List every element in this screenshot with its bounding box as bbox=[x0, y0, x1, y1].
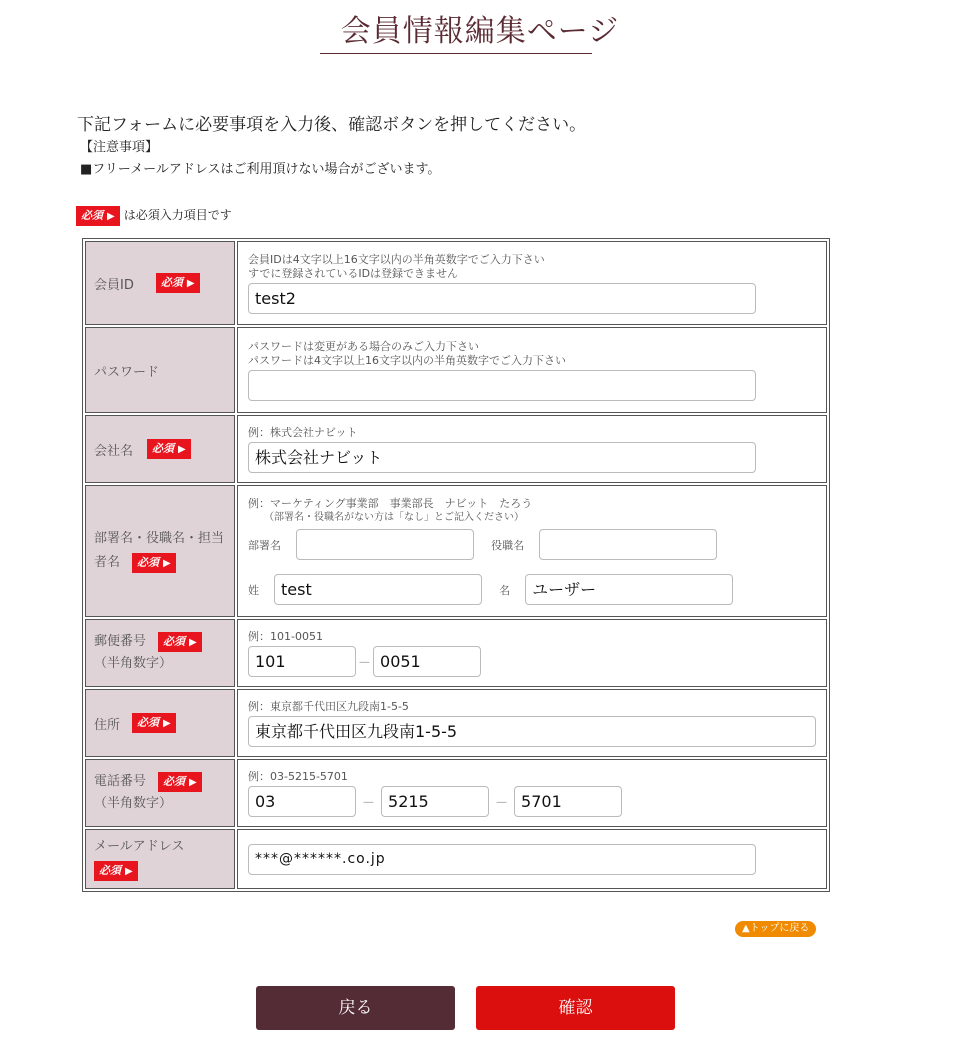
required-legend-text: は必須入力項目です bbox=[123, 208, 232, 222]
company-field-cell bbox=[237, 415, 827, 483]
row-member-id bbox=[85, 241, 827, 325]
member-id-label: 会員ID bbox=[94, 277, 134, 293]
zip-field-cell bbox=[237, 619, 827, 687]
play-arrow-icon: ▶ bbox=[163, 718, 171, 729]
phone-input-3[interactable]: 5701 bbox=[514, 786, 622, 817]
phone-label-cell bbox=[85, 759, 235, 827]
zip-separator: － bbox=[358, 655, 372, 671]
person-field-cell bbox=[237, 485, 827, 617]
phone-input-2[interactable]: 5215 bbox=[381, 786, 489, 817]
play-arrow-icon: ▶ bbox=[107, 211, 115, 222]
notice-heading: 【注意事項】 bbox=[80, 140, 159, 155]
phone-field-cell bbox=[237, 759, 827, 827]
person-label-line-2: 者名 bbox=[94, 555, 121, 570]
required-badge: 必須 ▶ bbox=[132, 713, 176, 733]
last-name-input[interactable]: test bbox=[274, 574, 482, 605]
play-arrow-icon: ▶ bbox=[163, 558, 171, 569]
person-hint-2: （部署名・役職名がない方は「なし」とご記入ください） bbox=[264, 512, 524, 523]
required-badge: 必須 ▶ bbox=[132, 553, 176, 573]
zip-label-cell bbox=[85, 619, 235, 687]
required-badge: 必須 ▶ bbox=[158, 632, 202, 652]
member-id-field-cell bbox=[237, 241, 827, 325]
phone-hint: 例：03-5215-5701 bbox=[248, 769, 348, 783]
address-label-cell bbox=[85, 689, 235, 757]
phone-label: 電話番号 bbox=[94, 774, 147, 789]
back-button[interactable]: 戻る bbox=[256, 986, 455, 1030]
position-label: 役職名 bbox=[491, 538, 525, 552]
phone-separator-1: － bbox=[362, 795, 376, 811]
email-field-cell bbox=[237, 829, 827, 889]
row-company bbox=[85, 415, 827, 483]
play-arrow-icon: ▶ bbox=[186, 278, 195, 289]
phone-sub-label: （半角数字） bbox=[94, 796, 173, 811]
intro-text: 下記フォームに必要事項を入力後、確認ボタンを押してください。 bbox=[77, 115, 587, 135]
zip-hint: 例：101-0051 bbox=[248, 629, 323, 643]
company-label: 会社名 bbox=[94, 443, 134, 459]
address-field-cell bbox=[237, 689, 827, 757]
address-label: 住所 bbox=[94, 717, 121, 733]
notice-text: ■フリーメールアドレスはご利用頂けない場合がございます。 bbox=[80, 162, 441, 177]
row-phone bbox=[85, 759, 827, 827]
person-label-line-1: 部署名・役職名・担当 bbox=[94, 531, 225, 546]
zip-input-1[interactable]: 101 bbox=[248, 646, 356, 677]
password-label: パスワード bbox=[94, 364, 160, 380]
row-zip bbox=[85, 619, 827, 687]
member-edit-form bbox=[82, 238, 830, 892]
page-title: 会員情報編集ページ bbox=[340, 14, 620, 49]
row-password bbox=[85, 327, 827, 413]
play-arrow-icon: ▶ bbox=[125, 866, 133, 877]
play-arrow-icon: ▶ bbox=[178, 444, 186, 455]
email-label-cell bbox=[85, 829, 235, 889]
required-badge: 必須 ▶ bbox=[76, 206, 120, 226]
title-underline bbox=[320, 53, 592, 54]
zip-input-2[interactable]: 0051 bbox=[373, 646, 481, 677]
password-input[interactable] bbox=[248, 370, 756, 401]
company-label-cell bbox=[85, 415, 235, 483]
required-badge: 必須 ▶ bbox=[94, 861, 138, 881]
email-label: メールアドレス bbox=[94, 839, 185, 854]
person-hint-1: 例：マーケティング事業部 事業部長 ナビット たろう bbox=[248, 497, 533, 510]
address-input[interactable]: 東京都千代田区九段南1-5-5 bbox=[248, 716, 816, 747]
required-badge: 必須 ▶ bbox=[147, 439, 191, 459]
password-field-cell bbox=[237, 327, 827, 413]
email-input[interactable]: ***@******.co.jp bbox=[248, 844, 756, 875]
first-name-input[interactable]: ユーザー bbox=[525, 574, 733, 605]
password-label-cell bbox=[85, 327, 235, 413]
play-arrow-icon: ▶ bbox=[189, 637, 197, 648]
required-legend bbox=[76, 206, 232, 226]
position-input[interactable] bbox=[539, 529, 717, 560]
zip-label: 郵便番号 bbox=[94, 634, 147, 649]
password-hint-2: パスワードは4文字以上16文字以内の半角英数字でご入力下さい bbox=[248, 353, 566, 367]
last-name-label: 姓 bbox=[248, 583, 259, 597]
required-badge: 必須 ▶ bbox=[158, 772, 202, 792]
confirm-button[interactable]: 確認 bbox=[476, 986, 675, 1030]
dept-label: 部署名 bbox=[248, 538, 281, 552]
member-id-hint-2: すでに登録されているIDは登録できません bbox=[248, 266, 459, 280]
phone-separator-2: － bbox=[495, 795, 509, 811]
company-hint: 例：株式会社ナビット bbox=[248, 425, 358, 439]
password-hint-1: パスワードは変更がある場合のみご入力下さい bbox=[248, 339, 479, 353]
back-to-top-link[interactable]: ▲トップに戻る bbox=[735, 921, 816, 937]
required-badge: 必須 ▶ bbox=[156, 273, 200, 293]
member-id-hint-1: 会員IDは4文字以上16文字以内の半角英数字でご入力下さい bbox=[248, 252, 545, 266]
member-id-label-cell bbox=[85, 241, 235, 325]
person-label-cell bbox=[85, 485, 235, 617]
first-name-label: 名 bbox=[499, 583, 511, 597]
company-input[interactable]: 株式会社ナビット bbox=[248, 442, 756, 473]
row-person bbox=[85, 485, 827, 617]
row-email bbox=[85, 829, 827, 889]
dept-input[interactable] bbox=[296, 529, 474, 560]
address-hint: 例：東京都千代田区九段南1-5-5 bbox=[248, 699, 409, 713]
row-address bbox=[85, 689, 827, 757]
zip-sub-label: （半角数字） bbox=[94, 656, 173, 671]
phone-input-1[interactable]: 03 bbox=[248, 786, 356, 817]
member-id-input[interactable]: test2 bbox=[248, 283, 756, 314]
play-arrow-icon: ▶ bbox=[189, 777, 197, 788]
